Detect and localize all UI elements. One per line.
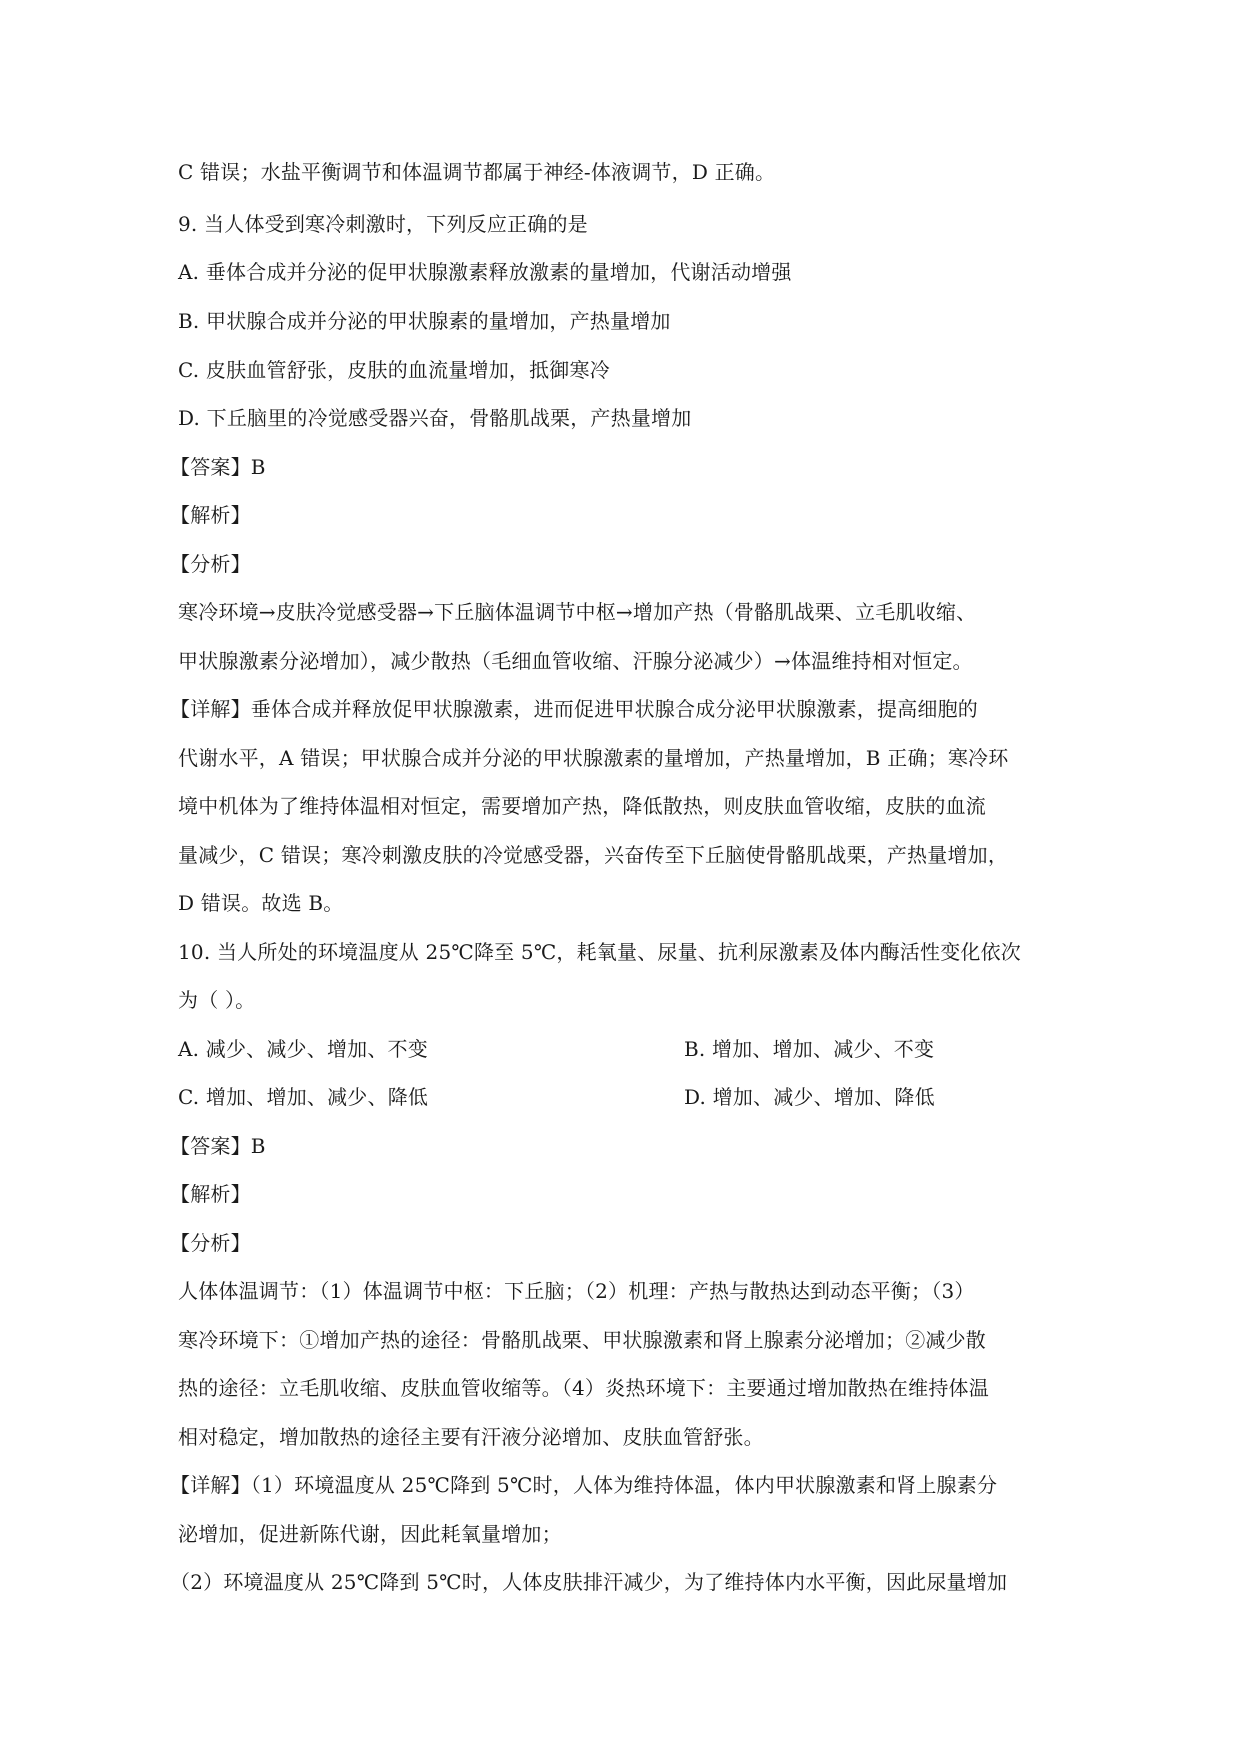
- question-10-detail-line-2: 泌增加，促进新陈代谢，因此耗氧量增加；: [178, 1522, 562, 1546]
- question-9-detail-line-1: 【详解】垂体合成并释放促甲状腺激素，进而促进甲状腺合成分泌甲状腺激素，提高细胞的: [170, 697, 978, 721]
- question-10-explanation-heading: 【解析】: [170, 1182, 251, 1206]
- question-9-option-b: B. 甲状腺合成并分泌的甲状腺素的量增加，产热量增加: [178, 309, 671, 333]
- question-10-option-b: B. 增加、增加、减少、不变: [684, 1037, 935, 1061]
- question-9-detail-line-3: 境中机体为了维持体温相对恒定，需要增加产热，降低散热，则皮肤血管收缩，皮肤的血流: [178, 794, 986, 818]
- question-9-analysis-line-1: 寒冷环境→皮肤冷觉感受器→下丘脑体温调节中枢→增加产热（骨骼肌战栗、立毛肌收缩、: [178, 600, 977, 624]
- question-9-explanation-heading: 【解析】: [170, 503, 251, 527]
- text-line-c-conclusion: C 错误；水盐平衡调节和体温调节都属于神经-体液调节，D 正确。: [178, 160, 776, 184]
- question-10-analysis-line-4: 相对稳定，增加散热的途径主要有汗液分泌增加、皮肤血管舒张。: [178, 1425, 764, 1449]
- question-10-stem-line-1: 10. 当人所处的环境温度从 25℃降至 5℃，耗氧量、尿量、抗利尿激素及体内酶活性变化依次: [178, 940, 1021, 964]
- question-10-stem-line-2: 为（ ）。: [178, 988, 256, 1012]
- question-9-stem: 9. 当人体受到寒冷刺激时，下列反应正确的是: [178, 212, 588, 236]
- question-10-detail-line-1: 【详解】（1）环境温度从 25℃降到 5℃时，人体为维持体温，体内甲状腺激素和肾上腺素分: [170, 1473, 998, 1497]
- question-9-analysis-line-2: 甲状腺激素分泌增加），减少散热（毛细血管收缩、汗腺分泌减少）→体温维持相对恒定。: [178, 649, 973, 673]
- question-9-answer: 【答案】B: [170, 455, 266, 479]
- question-10-analysis-line-2: 寒冷环境下：①增加产热的途径：骨骼肌战栗、甲状腺激素和肾上腺素分泌增加；②减少散: [178, 1328, 986, 1352]
- question-10-analysis-line-1: 人体体温调节：（1）体温调节中枢：下丘脑；（2）机理：产热与散热达到动态平衡；（3）: [178, 1279, 975, 1303]
- question-9-option-d: D. 下丘脑里的冷觉感受器兴奋，骨骼肌战栗，产热量增加: [178, 406, 692, 430]
- question-10-detail-line-3: （2）环境温度从 25℃降到 5℃时，人体皮肤排汗减少，为了维持体内水平衡，因此尿量增加: [170, 1570, 1008, 1594]
- question-9-option-a: A. 垂体合成并分泌的促甲状腺激素释放激素的量增加，代谢活动增强: [178, 260, 792, 284]
- question-10-option-a: A. 减少、减少、增加、不变: [178, 1037, 428, 1061]
- question-9-detail-line-4: 量减少，C 错误；寒冷刺激皮肤的冷觉感受器，兴奋传至下丘脑使骨骼肌战栗，产热量增加，: [178, 843, 1009, 867]
- question-10-option-d: D. 增加、减少、增加、降低: [684, 1085, 935, 1109]
- question-10-analysis-line-3: 热的途径：立毛肌收缩、皮肤血管收缩等。（4）炎热环境下：主要通过增加散热在维持体温: [178, 1376, 989, 1400]
- question-9-detail-line-5: D 错误。故选 B。: [178, 891, 344, 915]
- question-9-detail-line-2: 代谢水平，A 错误；甲状腺合成并分泌的甲状腺激素的量增加，产热量增加，B 正确；寒冷环: [178, 746, 1009, 770]
- question-9-analysis-heading: 【分析】: [170, 552, 251, 576]
- question-10-answer: 【答案】B: [170, 1134, 266, 1158]
- question-10-analysis-heading: 【分析】: [170, 1231, 251, 1255]
- question-10-option-c: C. 增加、增加、减少、降低: [178, 1085, 429, 1109]
- question-9-option-c: C. 皮肤血管舒张，皮肤的血流量增加，抵御寒冷: [178, 358, 610, 382]
